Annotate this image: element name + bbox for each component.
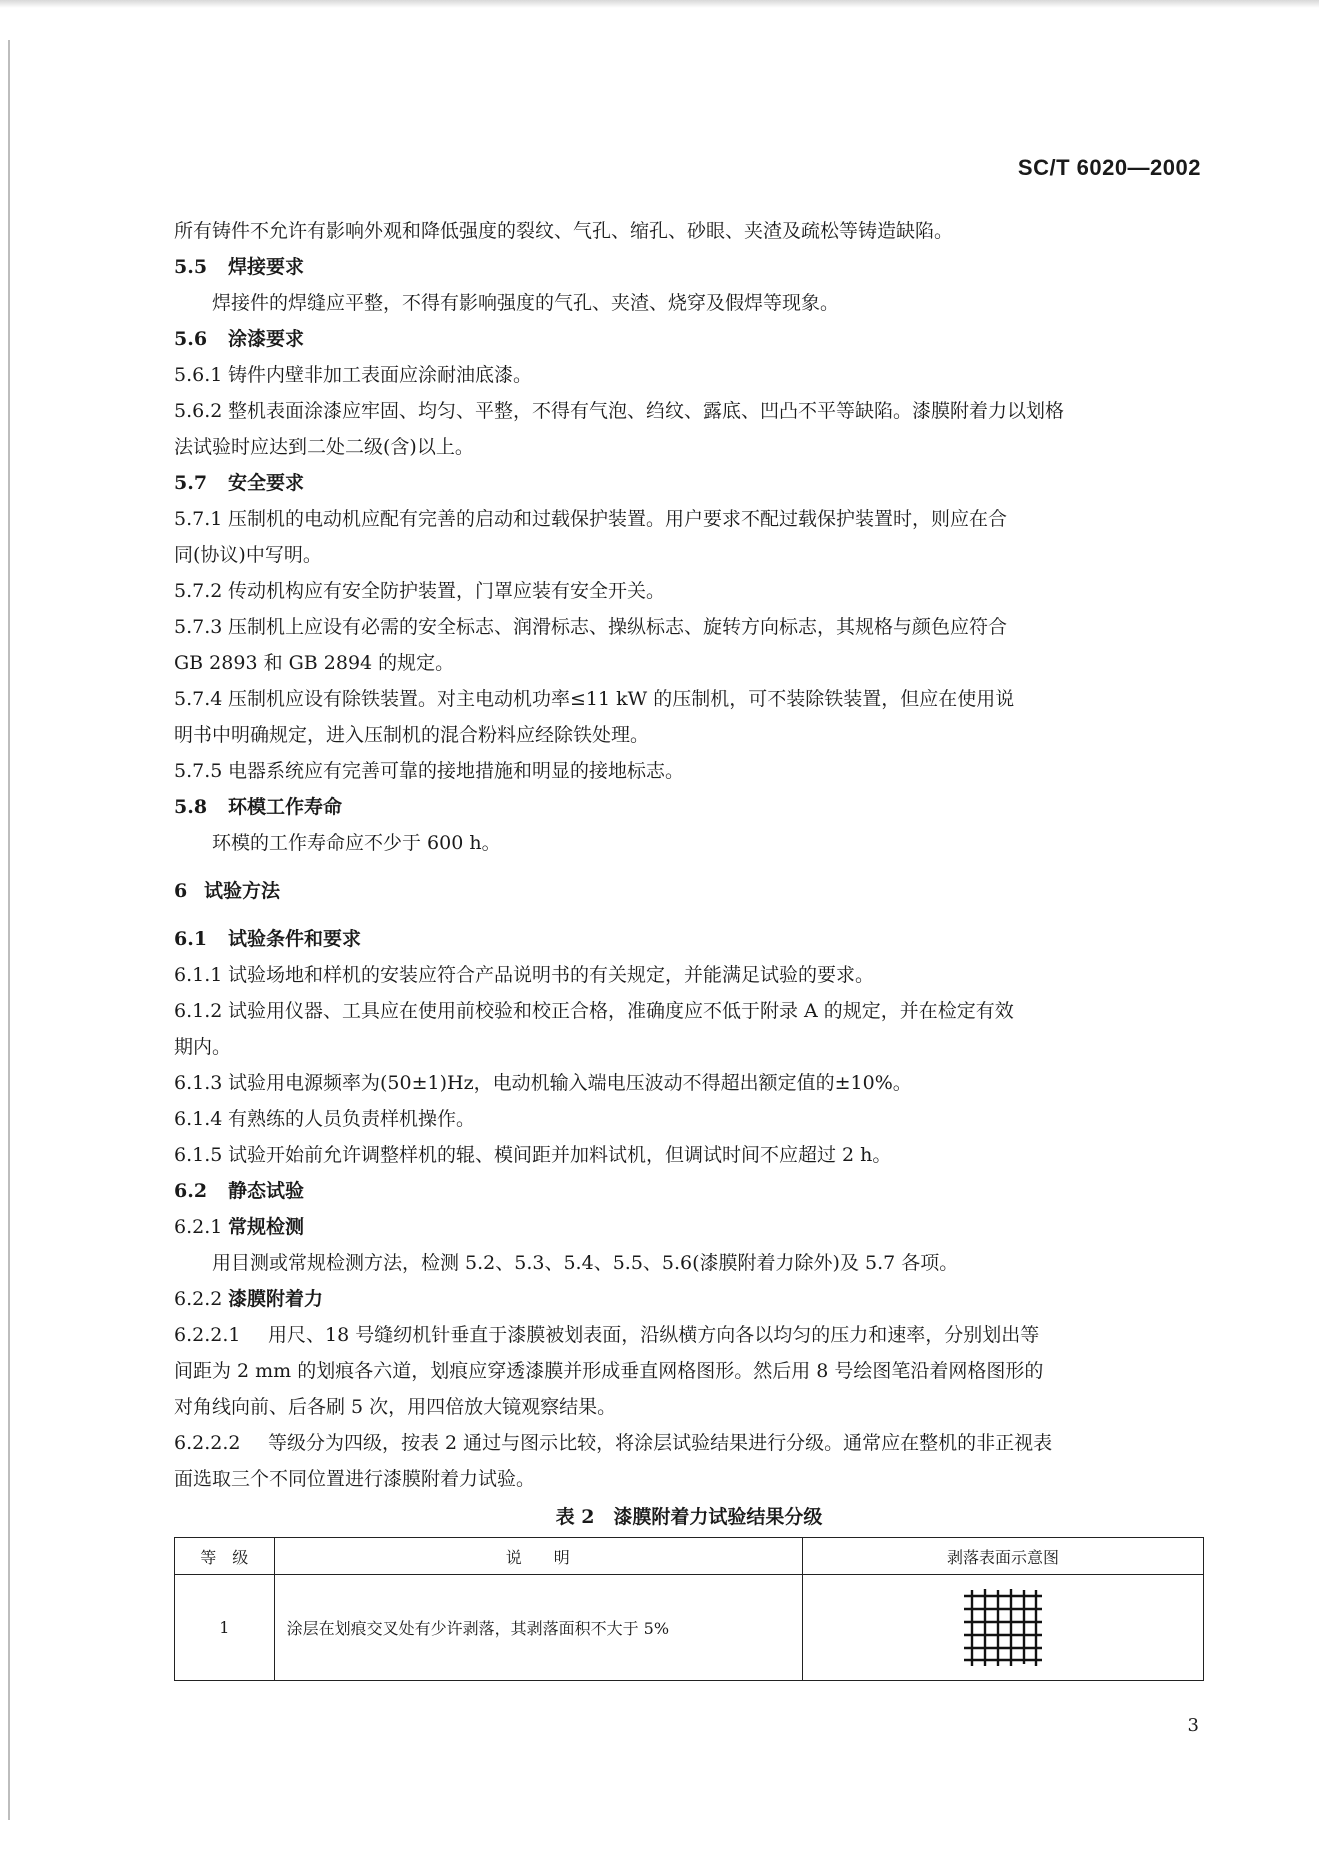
clause-text: 电器系统应有完善可靠的接地措施和明显的接地标志。 xyxy=(228,760,685,782)
clause-line xyxy=(174,285,1204,321)
clause-number: 5.7.1 xyxy=(174,508,223,530)
clause-number: 6.1.4 xyxy=(174,1108,223,1130)
clause-line xyxy=(174,1353,1204,1389)
clause-list xyxy=(174,213,1204,1497)
document-body xyxy=(174,213,1204,1681)
clause-number: 5.6 xyxy=(174,328,208,350)
clause-line xyxy=(174,537,1204,573)
clause-number: 6.1 xyxy=(174,928,208,950)
clause-number: 5.7 xyxy=(174,472,208,494)
clause-line xyxy=(174,1029,1204,1065)
clause-text: 试验开始前允许调整样机的辊、模间距并加料试机，但调试时间不应超过 2 h。 xyxy=(228,1144,892,1166)
clause-number: 6 xyxy=(174,880,188,902)
clause-text: 试验用仪器、工具应在使用前校验和校正合格，准确度应不低于附录 A 的规定，并在检定有效 xyxy=(228,1000,1014,1022)
clause-text: 压制机应设有除铁装置。对主电动机功率≤11 kW 的压制机，可不装除铁装置，但应在使用说 xyxy=(228,688,1015,710)
clause-number: 5.7.5 xyxy=(174,760,223,782)
table-header-row xyxy=(175,1538,1204,1575)
clause-line xyxy=(174,717,1204,753)
clause-text: 试验方法 xyxy=(204,880,281,902)
clause-number: 5.6.1 xyxy=(174,364,223,386)
clause-text: 整机表面涂漆应牢固、均匀、平整，不得有气泡、绉纹、露底、凹凸不平等缺陷。漆膜附着力以划格 xyxy=(228,400,1065,422)
clause-line xyxy=(174,393,1204,429)
clause-line xyxy=(174,1065,1204,1101)
clause-text: 面选取三个不同位置进行漆膜附着力试验。 xyxy=(174,1468,536,1490)
clause-line xyxy=(174,609,1204,645)
clause-text: 用目测或常规检测方法，检测 5.2、5.3、5.4、5.5、5.6(漆膜附着力除外)及 5.7 各项。 xyxy=(212,1252,959,1274)
clause-line xyxy=(174,1389,1204,1425)
clause-text: 环模工作寿命 xyxy=(228,796,343,818)
grade-value: 1 xyxy=(175,1575,275,1681)
clause-text: 同(协议)中写明。 xyxy=(174,544,322,566)
clause-text: 铸件内壁非加工表面应涂耐油底漆。 xyxy=(228,364,533,386)
header-diagram: 剥落表面示意图 xyxy=(802,1538,1203,1575)
clause-text: 法试验时应达到二处二级(含)以上。 xyxy=(174,436,474,458)
clause-text: 对角线向前、后各刷 5 次，用四倍放大镜观察结果。 xyxy=(174,1396,617,1418)
clause-text: 试验场地和样机的安装应符合产品说明书的有关规定，并能满足试验的要求。 xyxy=(228,964,875,986)
clause-text: 试验用电源频率为(50±1)Hz，电动机输入端电压波动不得超出额定值的±10%。 xyxy=(228,1072,912,1094)
clause-text: 等级分为四级，按表 2 通过与图示比较，将涂层试验结果进行分级。通常应在整机的非正视表 xyxy=(268,1432,1053,1454)
clause-text: 焊接件的焊缝应平整，不得有影响强度的气孔、夹渣、烧穿及假焊等现象。 xyxy=(212,292,840,314)
clause-line xyxy=(174,573,1204,609)
clause-line xyxy=(174,753,1204,789)
clause-text: 常规检测 xyxy=(228,1216,305,1238)
clause-text: 试验条件和要求 xyxy=(228,928,362,950)
clause-text: 间距为 2 mm 的划痕各六道，划痕应穿透漆膜并形成垂直网格图形。然后用 8 号绘图笔沿着网格图形的 xyxy=(174,1360,1044,1382)
clause-line xyxy=(174,1281,1204,1317)
clause-number: 6.2.2.2 xyxy=(174,1432,241,1454)
clause-line xyxy=(174,993,1204,1029)
clause-line xyxy=(174,357,1204,393)
grade-table xyxy=(174,1537,1204,1681)
grade-description: 涂层在划痕交叉处有少许剥落，其剥落面积不大于 5% xyxy=(274,1575,802,1681)
scan-top-edge xyxy=(0,0,1319,8)
section-heading xyxy=(174,921,1204,957)
section-heading xyxy=(174,873,1204,909)
clause-text: 有熟练的人员负责样机操作。 xyxy=(228,1108,476,1130)
section-heading xyxy=(174,321,1204,357)
clause-number: 5.7.3 xyxy=(174,616,223,638)
clause-line xyxy=(174,1209,1204,1245)
section-heading xyxy=(174,1173,1204,1209)
clause-text: 压制机的电动机应配有完善的启动和过载保护装置。用户要求不配过载保护装置时，则应在合 xyxy=(228,508,1008,530)
clause-line xyxy=(174,1101,1204,1137)
clause-line xyxy=(174,645,1204,681)
header-description: 说 明 xyxy=(274,1538,802,1575)
clause-text: 明书中明确规定，进入压制机的混合粉料应经除铁处理。 xyxy=(174,724,650,746)
clause-text: 涂漆要求 xyxy=(228,328,305,350)
spacer xyxy=(174,909,1204,921)
scan-left-edge xyxy=(8,40,10,1820)
section-heading xyxy=(174,789,1204,825)
clause-text: 压制机上应设有必需的安全标志、润滑标志、操纵标志、旋转方向标志，其规格与颜色应符合 xyxy=(228,616,1008,638)
crosshatch-grid-icon xyxy=(960,1586,1046,1670)
page-number: 3 xyxy=(1187,1715,1199,1736)
clause-line xyxy=(174,1317,1204,1353)
clause-number: 6.1.1 xyxy=(174,964,223,986)
clause-line xyxy=(174,957,1204,993)
clause-number: 5.7.4 xyxy=(174,688,223,710)
clause-line xyxy=(174,681,1204,717)
clause-line xyxy=(174,825,1204,861)
clause-number: 5.6.2 xyxy=(174,400,223,422)
standard-code: SC/T 6020—2002 xyxy=(1017,155,1201,180)
clause-text: 用尺、18 号缝纫机针垂直于漆膜被划表面，沿纵横方向各以均匀的压力和速率，分别划出等 xyxy=(268,1324,1040,1346)
table-title: 表 2 漆膜附着力试验结果分级 xyxy=(555,1506,823,1528)
clause-text: 焊接要求 xyxy=(228,256,305,278)
clause-number: 5.5 xyxy=(174,256,208,278)
clause-number: 5.7.2 xyxy=(174,580,223,602)
clause-line xyxy=(174,1425,1204,1461)
section-heading xyxy=(174,465,1204,501)
clause-text: 漆膜附着力 xyxy=(228,1288,324,1310)
clause-number: 6.2.2.1 xyxy=(174,1324,241,1346)
clause-number: 6.1.3 xyxy=(174,1072,223,1094)
clause-line xyxy=(174,213,1204,249)
clause-number: 6.1.5 xyxy=(174,1144,223,1166)
header-grade: 等 级 xyxy=(175,1538,275,1575)
clause-text: 静态试验 xyxy=(228,1180,305,1202)
clause-line xyxy=(174,1461,1204,1497)
clause-number: 6.2.1 xyxy=(174,1216,223,1238)
table-row xyxy=(175,1575,1204,1681)
clause-text: 环模的工作寿命应不少于 600 h。 xyxy=(212,832,501,854)
clause-number: 6.2.2 xyxy=(174,1288,223,1310)
clause-line xyxy=(174,429,1204,465)
clause-line xyxy=(174,501,1204,537)
clause-line xyxy=(174,1245,1204,1281)
section-heading xyxy=(174,249,1204,285)
clause-number: 6.1.2 xyxy=(174,1000,223,1022)
clause-text: 所有铸件不允许有影响外观和降低强度的裂纹、气孔、缩孔、砂眼、夹渣及疏松等铸造缺陷。 xyxy=(174,220,954,242)
clause-line xyxy=(174,1137,1204,1173)
spacer xyxy=(174,861,1204,873)
clause-number: 5.8 xyxy=(174,796,208,818)
clause-number: 6.2 xyxy=(174,1180,208,1202)
clause-text: 安全要求 xyxy=(228,472,305,494)
clause-text: 传动机构应有安全防护装置，门罩应装有安全开关。 xyxy=(228,580,666,602)
clause-text: GB 2893 和 GB 2894 的规定。 xyxy=(174,652,455,674)
clause-text: 期内。 xyxy=(174,1036,232,1058)
